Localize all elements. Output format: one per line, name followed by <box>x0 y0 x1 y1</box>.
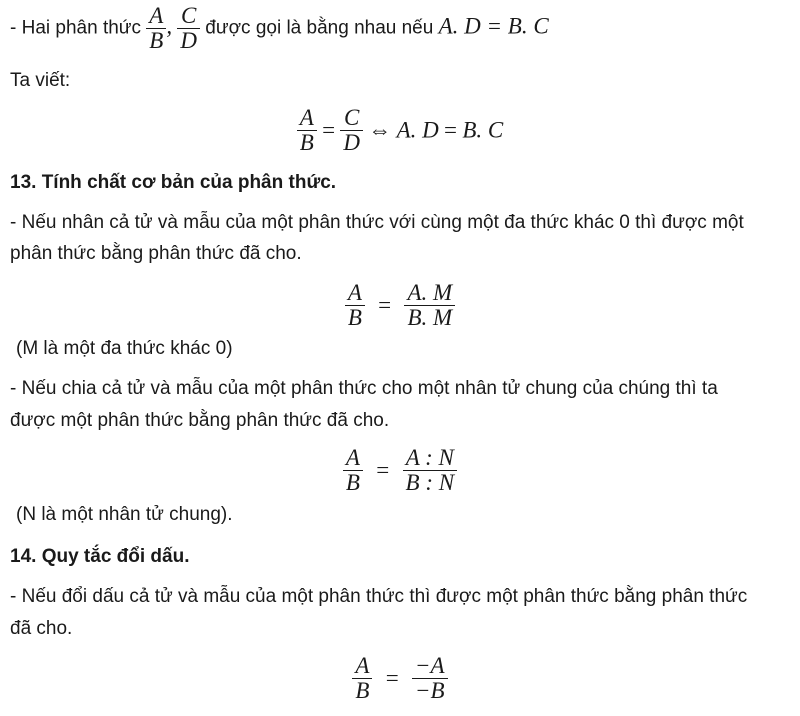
equals-sign: = <box>385 665 399 691</box>
intro-line: - Hai phân thức $\frac{A}{B}$ , $\frac{C}{D}$ được gọi là bằng nhau nếu A. D = B. C <box>10 3 549 53</box>
section-13-heading: 13. Tính chất cơ bản của phân thức. <box>10 172 337 193</box>
equals-sign: = <box>378 292 392 318</box>
multiply-equation <box>0 281 800 330</box>
equals-sign: = <box>376 457 390 483</box>
note-n: (N là một nhân tử chung). <box>16 504 233 525</box>
ta-viet-label: Ta viết: <box>10 70 71 91</box>
fraction-a-over-b: $\frac{A}{B}$ <box>352 654 372 703</box>
iff-symbol: ⇔ <box>368 117 392 143</box>
fraction-a-over-b: $\frac{A}{B}$ <box>343 446 363 495</box>
intro-prefix: - Hai phân thức <box>10 17 142 39</box>
note-m: (M là một đa thức khác 0) <box>16 338 233 359</box>
fraction-right: $\frac{C}{D}$ <box>340 106 363 155</box>
rule-3-line-1: - Nếu đổi dấu cả tử và mẫu của một phân thức thì được một phân thức bằng phân thức <box>10 586 748 607</box>
eq-rhs: B. C <box>462 117 504 143</box>
rule-2-line-1: - Nếu chia cả tử và mẫu của một phân thức cho một nhân tử chung của chúng thì ta <box>10 378 718 399</box>
fraction-neg-a-over-neg-b: $\frac{-A}{-B}$ <box>412 654 448 703</box>
rule-2-line-2: được một phân thức bằng phân thức đã cho. <box>10 410 390 431</box>
fraction-am-over-bm: $\frac{A. M}{B. M}$ <box>404 281 455 330</box>
fraction-left: $\frac{A}{B}$ <box>297 106 317 155</box>
rule-3-line-2: đã cho. <box>10 618 73 639</box>
rule-1-line-1: - Nếu nhân cả tử và mẫu của một phân thức với cùng một đa thức khác 0 thì được một <box>10 212 744 233</box>
intro-middle-text: được gọi là bằng nhau nếu <box>205 17 434 39</box>
sign-change-equation <box>0 654 800 703</box>
equality-condition: A. D = B. C <box>438 13 549 39</box>
equals-sign: = <box>322 117 336 143</box>
equality-equation <box>0 106 800 155</box>
fraction-an-over-bn: $\frac{A : N}{B : N}$ <box>403 446 458 495</box>
fraction-c-over-d: $\frac{C}{D}$ <box>177 4 200 53</box>
divide-equation <box>0 446 800 495</box>
section-14-heading: 14. Quy tắc đổi dấu. <box>10 546 190 567</box>
rule-1-line-2: phân thức bằng phân thức đã cho. <box>10 243 302 264</box>
eq-equals: = <box>444 117 458 143</box>
eq-lhs: A. D <box>396 117 439 143</box>
fraction-a-over-b: $\frac{A}{B}$ <box>146 4 166 53</box>
fraction-a-over-b: $\frac{A}{B}$ <box>345 281 365 330</box>
